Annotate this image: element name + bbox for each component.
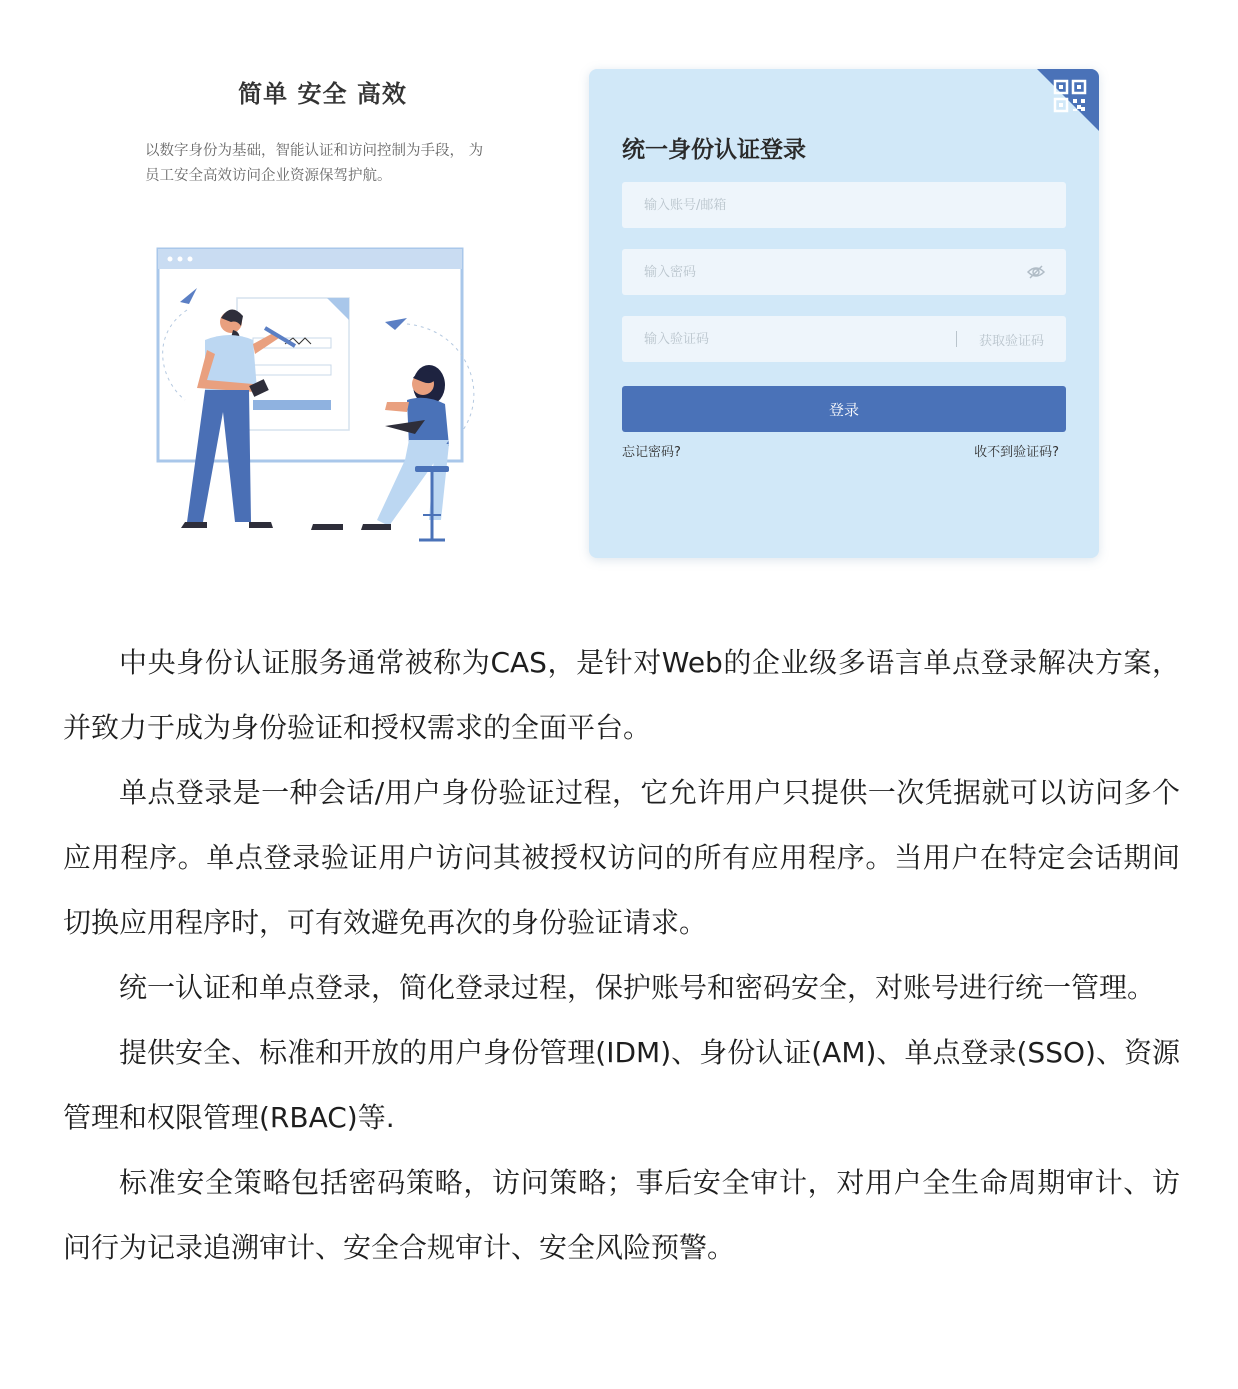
article-paragraph: 统一认证和单点登录，简化登录过程，保护账号和密码安全，对账号进行统一管理。 bbox=[119, 971, 1156, 1004]
article-paragraph: 标准安全策略包括密码策略，访问策略；事后安全审计，对用户全生命周期审计、访问行为记录追溯审计、安全合规审计、安全风险预警。 bbox=[63, 1166, 1180, 1264]
get-captcha-button[interactable]: 获取验证码 bbox=[978, 333, 1044, 349]
qr-code-icon[interactable] bbox=[1037, 69, 1099, 131]
login-title: 统一身份认证登录 bbox=[622, 137, 806, 163]
login-card bbox=[589, 69, 1099, 558]
intro-description: 以数字身份为基础，智能认证和访问控制为手段， 为员工安全高效访问企业资源保驾护航。 bbox=[145, 143, 484, 184]
intro-title: 简单 安全 高效 bbox=[238, 80, 407, 108]
password-input[interactable] bbox=[622, 249, 1026, 295]
login-illustration bbox=[145, 240, 490, 550]
eye-off-icon[interactable] bbox=[1026, 262, 1046, 282]
article bbox=[63, 630, 1180, 1280]
no-captcha-link[interactable]: 收不到验证码? bbox=[974, 445, 1059, 460]
account-field bbox=[622, 182, 1066, 228]
article-paragraph: 提供安全、标准和开放的用户身份管理(IDM)、身份认证(AM)、单点登录(SSO)、资源管理和权限管理(RBAC)等. bbox=[63, 1036, 1180, 1134]
article-paragraph: 单点登录是一种会话/用户身份验证过程，它允许用户只提供一次凭据就可以访问多个应用程序。单点登录验证用户访问其被授权访问的所有应用程序。当用户在特定会话期间切换应用程序时，可有效避免再次的身份验证请求。 bbox=[63, 776, 1180, 939]
captcha-field bbox=[622, 316, 1066, 362]
captcha-input[interactable] bbox=[622, 316, 956, 362]
forgot-password-link[interactable]: 忘记密码? bbox=[622, 445, 681, 460]
password-field bbox=[622, 249, 1066, 295]
captcha-divider bbox=[956, 331, 957, 347]
account-input[interactable] bbox=[622, 182, 1066, 228]
article-paragraph: 中央身份认证服务通常被称为CAS，是针对Web的企业级多语言单点登录解决方案，并致力于成为身份验证和授权需求的全面平台。 bbox=[63, 646, 1180, 744]
login-button[interactable]: 登录 bbox=[622, 386, 1066, 432]
